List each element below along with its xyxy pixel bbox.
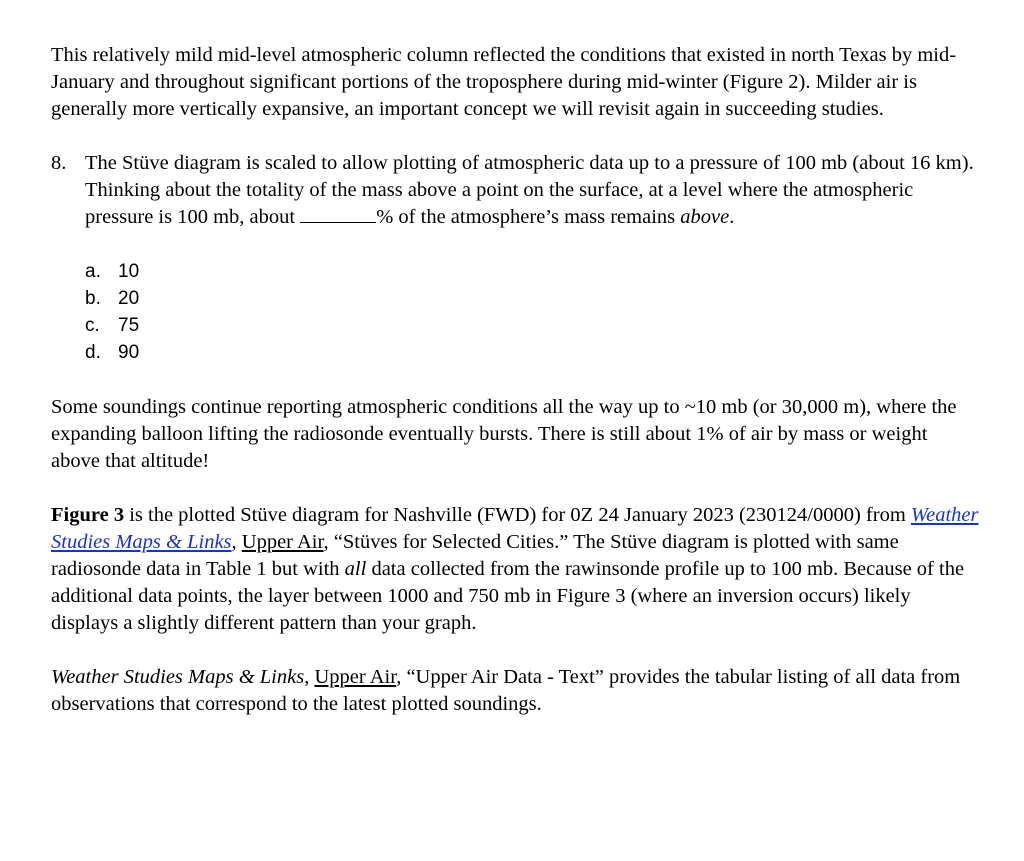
answer-options bbox=[85, 258, 981, 366]
upper-air-text-2: Upper Air bbox=[314, 666, 397, 688]
figure3-italic-all: all bbox=[344, 558, 367, 580]
option-d[interactable] bbox=[85, 339, 981, 366]
upper-air-data-paragraph bbox=[51, 664, 981, 718]
figure3-paragraph bbox=[51, 502, 981, 637]
option-value: 90 bbox=[118, 342, 140, 363]
figure3-label: Figure 3 bbox=[51, 504, 125, 526]
soundings-paragraph: Some soundings continue reporting atmospheric conditions all the way up to ~10 mb (or 30,000 m), where the expanding balloon lifting the radiosonde eventually bursts. There is still about 1% of air by mass or weight above that altitude! bbox=[51, 396, 957, 472]
option-letter: a. bbox=[85, 261, 101, 282]
option-letter: c. bbox=[85, 315, 100, 336]
weather-studies-link[interactable]: Weather Studies Maps & Links bbox=[51, 504, 979, 553]
question-text-middle: % of the atmosphere’s mass remains bbox=[376, 206, 681, 228]
option-letter: d. bbox=[85, 342, 101, 363]
figure3-text-4: data collected from the rawinsonde profile up to 100 mb. Because of the additional data points, the layer between 1000 and 750 mb in Figure 3 (where an inversion occurs) likely displays a slightly different pattern than your graph. bbox=[51, 558, 965, 634]
answer-blank[interactable] bbox=[300, 204, 376, 223]
document-page bbox=[51, 42, 981, 718]
option-a[interactable] bbox=[85, 258, 981, 285]
figure3-text-2: , bbox=[231, 531, 242, 553]
wsm-text-1: , bbox=[304, 666, 315, 688]
question-text-italic: above bbox=[680, 206, 730, 228]
question-8 bbox=[51, 150, 981, 231]
question-text bbox=[85, 150, 981, 231]
option-value: 10 bbox=[118, 261, 140, 282]
question-text-start: The Stüve diagram is scaled to allow plotting of atmospheric data up to a pressure of 100 mb (about 16 km). Thinking about the totality of the mass above a point on the surface, at a level where the atmospheric pressure is 100 mb, about bbox=[85, 152, 974, 228]
wsm-text-2: , “Upper Air Data - Text” provides the tabular listing of all data from observations that correspond to the latest plotted soundings. bbox=[51, 666, 961, 715]
question-number: 8. bbox=[51, 152, 67, 174]
intro-paragraph: This relatively mild mid-level atmospheric column reflected the conditions that existed in north Texas by mid-January and throughout significant portions of the troposphere during mid-winter (Figure 2). Milder air is generally more vertically expansive, an important concept we will revisit again in succeeding studies. bbox=[51, 44, 957, 120]
option-c[interactable] bbox=[85, 312, 981, 339]
upper-air-text: Upper Air bbox=[241, 531, 324, 553]
figure3-text-3: , “Stüves for Selected Cities.” The Stüve diagram is plotted with same radiosonde data in Table 1 but with bbox=[51, 531, 899, 580]
option-value: 75 bbox=[118, 315, 140, 336]
question-text-period: . bbox=[729, 206, 735, 228]
option-letter: b. bbox=[85, 288, 101, 309]
figure3-text-1: is the plotted Stüve diagram for Nashville (FWD) for 0Z 24 January 2023 (230124/0000) from bbox=[124, 504, 911, 526]
option-b[interactable] bbox=[85, 285, 981, 312]
option-value: 20 bbox=[118, 288, 140, 309]
weather-studies-italic: Weather Studies Maps & Links bbox=[51, 666, 305, 688]
